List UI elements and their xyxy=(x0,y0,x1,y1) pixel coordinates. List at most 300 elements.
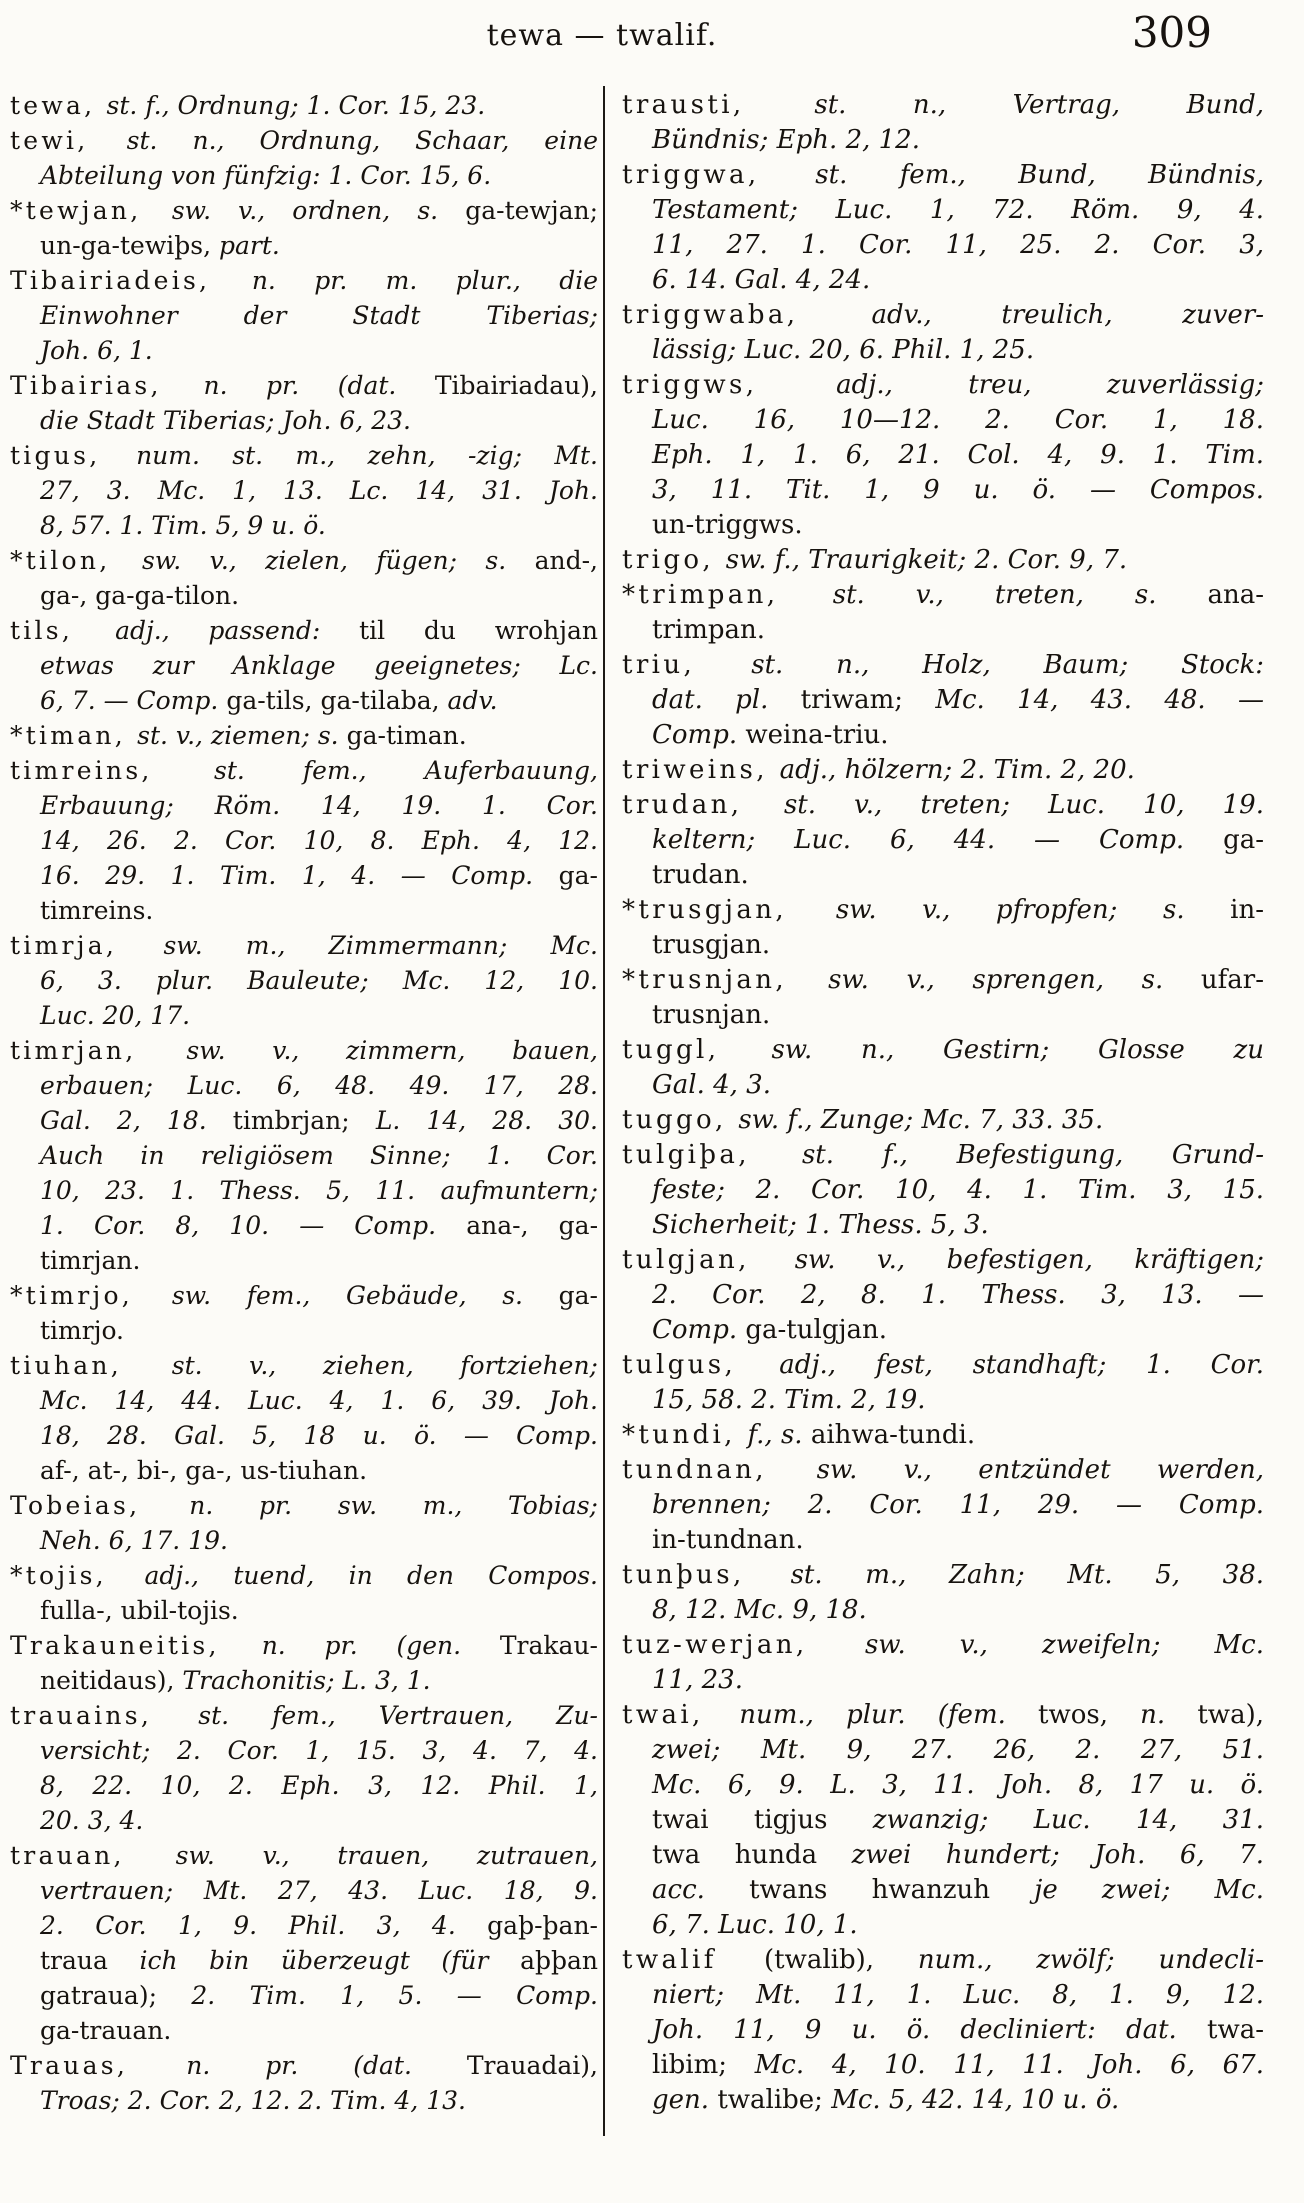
dictionary-entry xyxy=(10,1033,598,1278)
gloss-text: Trachonitis; L. 3, 1. xyxy=(182,1666,431,1695)
gloss-text: 8, 22. 10, 2. Eph. 3, 12. Phil. 1, xyxy=(40,1771,598,1800)
entry-continuation-line xyxy=(10,1418,598,1453)
gothic-text: Tibairiadau), xyxy=(434,371,598,400)
entry-continuation-line xyxy=(10,403,598,438)
gloss-text: st. f., Ordnung; 1. Cor. 15, 23. xyxy=(106,91,486,120)
gloss-text: acc. xyxy=(652,1875,750,1905)
entry-continuation-line xyxy=(10,473,598,508)
gloss-text: Mc. 4, 10. 11, 11. Joh. 6, 67. xyxy=(754,2050,1264,2080)
column-divider xyxy=(603,86,605,2136)
dictionary-entry xyxy=(10,438,598,543)
gloss-text: Einwohner der Stadt Tiberias; xyxy=(40,301,598,330)
dictionary-entry xyxy=(10,1558,598,1628)
running-title: tewa — twalif. xyxy=(486,18,718,53)
entry-first-line xyxy=(622,1453,1264,1488)
entry-continuation-line xyxy=(10,683,598,718)
gothic-text: twans hwanzuh xyxy=(749,1875,1035,1905)
headword: Tibairias, xyxy=(10,371,204,400)
entry-first-line xyxy=(10,1698,598,1733)
gloss-text: sw. f., Traurigkeit; 2. Cor. 9, 7. xyxy=(725,545,1128,575)
gloss-text: 6. 14. Gal. 4, 24. xyxy=(652,265,871,295)
entry-first-line xyxy=(622,578,1264,613)
headword: tewa, xyxy=(10,91,107,120)
gloss-text: n. pr. (dat. xyxy=(186,2051,467,2080)
headword: Trakauneitis, xyxy=(10,1631,262,1660)
headword: *trusgjan, xyxy=(622,895,836,925)
gloss-text: Abteilung von fünfzig: 1. Cor. 15, 6. xyxy=(40,161,492,190)
entry-continuation-line xyxy=(622,228,1264,263)
entry-first-line xyxy=(622,893,1264,928)
dictionary-entry xyxy=(622,1348,1264,1418)
gloss-text: 8, 57. 1. Tim. 5, 9 u. ö. xyxy=(40,511,326,540)
entry-continuation-line xyxy=(10,508,598,543)
entry-continuation-line xyxy=(10,858,598,893)
headword: *tundi, xyxy=(622,1420,748,1450)
entry-continuation-line xyxy=(10,578,598,613)
entry-continuation-line xyxy=(622,2048,1264,2083)
gloss-text: 2. Cor. 1, 9. Phil. 3, 4. xyxy=(40,1911,488,1940)
dictionary-entry xyxy=(10,613,598,718)
entry-first-line xyxy=(10,543,598,578)
gothic-text: triwam; xyxy=(800,685,936,715)
gloss-text: n. pr. (dat. xyxy=(203,371,435,400)
dictionary-entry xyxy=(622,298,1264,368)
dictionary-entry xyxy=(10,1628,598,1698)
headword: triu, xyxy=(622,650,752,680)
entry-first-line xyxy=(10,613,598,648)
entry-continuation-line xyxy=(622,508,1264,543)
gloss-text: feste; 2. Cor. 10, 4. 1. Tim. 3, 15. xyxy=(652,1175,1264,1205)
dictionary-entry xyxy=(10,543,598,613)
gloss-text: Comp. xyxy=(652,1315,746,1345)
headword: tuz-werjan, xyxy=(622,1630,865,1660)
gloss-text: 11, 23. xyxy=(652,1665,743,1695)
entry-continuation-line xyxy=(10,1208,598,1243)
gloss-text: adv. xyxy=(447,686,498,715)
dictionary-entry xyxy=(10,1698,598,1838)
entry-continuation-line xyxy=(10,1138,598,1173)
gloss-text: Mc. 6, 9. L. 3, 11. Joh. 8, 17 u. ö. xyxy=(652,1770,1264,1800)
entry-continuation-line xyxy=(10,823,598,858)
entry-continuation-line xyxy=(10,333,598,368)
gloss-text: f., s. xyxy=(747,1420,811,1450)
gothic-text: twa hunda xyxy=(652,1840,852,1870)
entry-first-line xyxy=(622,1243,1264,1278)
entry-first-line xyxy=(622,298,1264,333)
headword: tulgiþa, xyxy=(622,1140,802,1170)
entry-continuation-line xyxy=(10,1313,598,1348)
gothic-text: ga- xyxy=(558,1281,598,1310)
entry-continuation-line xyxy=(622,1313,1264,1348)
gloss-text: 1. Cor. 8, 10. — Comp. xyxy=(40,1211,467,1240)
headword: Tobeias, xyxy=(10,1491,190,1520)
entry-continuation-line xyxy=(10,1523,598,1558)
headword: twai, xyxy=(622,1700,740,1730)
entry-continuation-line xyxy=(622,263,1264,298)
gothic-text: ufar- xyxy=(1200,965,1265,995)
headword: tundnan, xyxy=(622,1455,817,1485)
dictionary-entry xyxy=(622,368,1264,543)
dictionary-entry xyxy=(622,963,1264,1033)
entry-continuation-line xyxy=(622,123,1264,158)
entry-continuation-line xyxy=(10,998,598,1033)
dictionary-entry xyxy=(622,1558,1264,1628)
gothic-text: Trauadai), xyxy=(466,2051,598,2080)
gloss-text: 8, 12. Mc. 9, 18. xyxy=(652,1595,867,1625)
gothic-text: ga-, ga-ga-tilon. xyxy=(40,581,240,610)
gloss-text: 11, 27. 1. Cor. 11, 25. 2. Cor. 3, xyxy=(652,230,1264,260)
entry-continuation-line xyxy=(622,1733,1264,1768)
gloss-text: vertrauen; Mt. 27, 43. Luc. 18, 9. xyxy=(40,1876,598,1905)
entry-continuation-line xyxy=(10,1873,598,1908)
gothic-text: twalibe; xyxy=(717,2085,832,2115)
gloss-text: st. fem., Bund, Bündnis, xyxy=(815,160,1264,190)
gloss-text: L. 14, 28. 30. xyxy=(375,1106,598,1135)
gloss-text: adj., fest, standhaft; 1. Cor. xyxy=(779,1350,1265,1380)
entry-first-line xyxy=(622,1418,1264,1453)
dictionary-entry xyxy=(10,928,598,1033)
gothic-text: Trakau- xyxy=(499,1631,598,1660)
gloss-text: Mc. 5, 42. 14, 10 u. ö. xyxy=(831,2085,1120,2115)
entry-first-line xyxy=(622,648,1264,683)
gloss-text: 27, 3. Mc. 1, 13. Lc. 14, 31. Joh. xyxy=(40,476,598,505)
gloss-text: Eph. 1, 1. 6, 21. Col. 4, 9. 1. Tim. xyxy=(652,440,1264,470)
entry-continuation-line xyxy=(10,788,598,823)
entry-continuation-line xyxy=(622,1488,1264,1523)
dictionary-entry xyxy=(10,1278,598,1348)
entry-continuation-line xyxy=(622,1908,1264,1943)
entry-continuation-line xyxy=(10,1383,598,1418)
gloss-text: st. v., treten; Luc. 10, 19. xyxy=(783,790,1264,820)
gloss-text: je zwei; Mc. xyxy=(1034,1875,1265,1905)
headword: tils, xyxy=(10,616,116,645)
gloss-text: st. n., Holz, Baum; Stock: xyxy=(751,650,1264,680)
dictionary-entry xyxy=(10,193,598,263)
entry-continuation-line xyxy=(622,1068,1264,1103)
dictionary-entry xyxy=(10,88,598,123)
headword: trausti, xyxy=(622,90,815,120)
gothic-text: twa), xyxy=(1197,1700,1264,1730)
entry-continuation-line xyxy=(10,648,598,683)
entry-first-line xyxy=(10,123,598,158)
headword: tunþus, xyxy=(622,1560,791,1590)
entry-continuation-line xyxy=(622,193,1264,228)
gothic-text: un-ga-tewiþs, xyxy=(40,231,219,260)
dictionary-entry xyxy=(622,158,1264,298)
gothic-text: gaþ-þan- xyxy=(487,1911,598,1940)
headword: *trusnjan, xyxy=(622,965,829,995)
gloss-text: n. xyxy=(1140,1700,1198,1730)
dictionary-entry xyxy=(622,578,1264,648)
gloss-text: versicht; 2. Cor. 1, 15. 3, 4. 7, 4. xyxy=(40,1736,598,1765)
gloss-text: Mc. 14, 43. 48. — xyxy=(935,685,1264,715)
gloss-text: 6, 7. Luc. 10, 1. xyxy=(652,1910,858,1940)
gloss-text: st. fem., Vertrauen, Zu- xyxy=(198,1701,598,1730)
headword: tulgus, xyxy=(622,1350,780,1380)
entry-first-line xyxy=(622,1698,1264,1733)
gothic-text: timrjan. xyxy=(40,1246,141,1275)
dictionary-entry xyxy=(622,1033,1264,1103)
entry-continuation-line xyxy=(10,963,598,998)
headword: triggwa, xyxy=(622,160,816,190)
dictionary-entry xyxy=(10,753,598,928)
dictionary-entry xyxy=(622,788,1264,893)
headword: Tibairiadeis, xyxy=(10,266,252,295)
headword: trauains, xyxy=(10,1701,199,1730)
gloss-text: 14, 26. 2. Cor. 10, 8. Eph. 4, 12. xyxy=(40,826,598,855)
entry-continuation-line xyxy=(622,1173,1264,1208)
entry-continuation-line xyxy=(10,228,598,263)
entry-continuation-line xyxy=(622,1383,1264,1418)
entry-continuation-line xyxy=(10,1768,598,1803)
left-column xyxy=(10,88,598,2118)
entry-first-line xyxy=(10,88,598,123)
dictionary-entry xyxy=(10,718,598,753)
entry-continuation-line xyxy=(622,2083,1264,2118)
headword: triggwaba, xyxy=(622,300,872,330)
headword: trauan, xyxy=(10,1841,176,1870)
dictionary-entry xyxy=(622,1103,1264,1138)
entry-continuation-line xyxy=(622,1873,1264,1908)
entry-continuation-line xyxy=(622,1768,1264,1803)
entry-first-line xyxy=(622,1943,1264,1978)
gothic-text: til du wrohjan xyxy=(359,616,599,645)
gloss-text: sw. v., pfropfen; xyxy=(835,895,1163,925)
dictionary-entry xyxy=(10,1488,598,1558)
dictionary-entry xyxy=(622,1453,1264,1558)
gothic-text: twai tigjus xyxy=(652,1805,873,1835)
gloss-text: 15, 58. 2. Tim. 2, 19. xyxy=(652,1385,926,1415)
gothic-text: neitidaus), xyxy=(40,1666,183,1695)
gloss-text: Mc. 14, 44. Luc. 4, 1. 6, 39. Joh. xyxy=(40,1386,598,1415)
gothic-text: aþþan xyxy=(520,1946,598,1975)
entry-continuation-line xyxy=(10,1943,598,1978)
gloss-text: Bündnis; Eph. 2, 12. xyxy=(652,125,920,155)
gloss-text: num., plur. (fem. xyxy=(739,1700,1039,1730)
gloss-text: zwei hundert; Joh. 6, 7. xyxy=(851,1840,1264,1870)
gothic-text: trusgjan. xyxy=(652,930,771,960)
entry-first-line xyxy=(622,1033,1264,1068)
headword: trudan, xyxy=(622,790,784,820)
headword: triweins, xyxy=(622,755,780,785)
entry-first-line xyxy=(622,1628,1264,1663)
gloss-text: sw. v., trauen, zutrauen, xyxy=(175,1841,598,1870)
gothic-text: af-, at-, bi-, ga-, us-tiuhan. xyxy=(40,1456,368,1485)
entry-first-line xyxy=(10,1348,598,1383)
entry-first-line xyxy=(10,1033,598,1068)
gothic-text: twos, xyxy=(1038,1700,1141,1730)
gloss-text: Neh. 6, 17. 19. xyxy=(40,1526,228,1555)
gloss-text: gen. xyxy=(652,2085,718,2115)
gloss-text: 16. 29. 1. Tim. 1, 4. — Comp. xyxy=(40,861,559,890)
gloss-text: s. xyxy=(1134,580,1208,610)
gloss-text: Joh. 6, 1. xyxy=(40,336,153,365)
gloss-text: sw. v., zweifeln; Mc. xyxy=(864,1630,1264,1660)
entry-first-line xyxy=(622,1138,1264,1173)
page-number: 309 xyxy=(1131,8,1212,57)
gothic-text: weina-triu. xyxy=(745,720,889,750)
entry-first-line xyxy=(622,753,1264,788)
entry-continuation-line xyxy=(10,158,598,193)
gothic-text: ga-tulgjan. xyxy=(745,1315,888,1345)
gloss-text: Luc. 20, 17. xyxy=(40,1001,191,1030)
gloss-text: s. xyxy=(502,1281,559,1310)
gloss-text: 3, 11. Tit. 1, 9 u. ö. — Compos. xyxy=(652,475,1264,505)
gloss-text: num., zwölf; undecli- xyxy=(917,1945,1264,1975)
gloss-text: Troas; 2. Cor. 2, 12. 2. Tim. 4, 13. xyxy=(40,2086,466,2115)
entry-continuation-line xyxy=(10,298,598,333)
entry-first-line xyxy=(10,928,598,963)
headword: timrjan, xyxy=(10,1036,187,1065)
gothic-text: traua xyxy=(40,1946,140,1975)
gloss-text: zwei; Mt. 9, 27. 26, 2. 27, 51. xyxy=(652,1735,1264,1765)
entry-continuation-line xyxy=(10,1908,598,1943)
dictionary-entry xyxy=(10,1348,598,1488)
entry-first-line xyxy=(10,438,598,473)
gothic-text: (twalib), xyxy=(763,1945,918,1975)
gloss-text: st. v., ziemen; s. xyxy=(137,721,347,750)
gothic-text: fulla-, ubil-tojis. xyxy=(40,1596,239,1625)
entry-first-line xyxy=(10,1488,598,1523)
dictionary-entry xyxy=(622,893,1264,963)
headword: tewi, xyxy=(10,126,127,155)
gloss-text: sw. v., befestigen, kräftigen; xyxy=(794,1245,1264,1275)
headword: timrja, xyxy=(10,931,164,960)
entry-continuation-line xyxy=(622,613,1264,648)
gloss-text: st. n., Vertrag, Bund, xyxy=(814,90,1264,120)
gloss-text: s. xyxy=(1141,965,1201,995)
headword: tuggo, xyxy=(622,1105,739,1135)
dictionary-entry xyxy=(10,1838,598,2048)
entry-continuation-line xyxy=(10,1803,598,1838)
gloss-text: s. xyxy=(1162,895,1231,925)
gloss-text: adj., passend: xyxy=(115,616,360,645)
gothic-text: trimpan. xyxy=(652,615,766,645)
gloss-text: die Stadt Tiberias; Joh. 6, 23. xyxy=(40,406,411,435)
gloss-text: sw. v., entzündet werden, xyxy=(816,1455,1264,1485)
gloss-text: niert; Mt. 11, 1. Luc. 8, 1. 9, 12. xyxy=(652,1980,1264,2010)
gothic-text: ga-tils, ga-tilaba, xyxy=(226,686,448,715)
entry-continuation-line xyxy=(622,473,1264,508)
gloss-text: sw. v., ordnen, s. xyxy=(171,196,466,225)
gothic-text: in-tundnan. xyxy=(652,1525,804,1555)
entry-continuation-line xyxy=(622,403,1264,438)
entry-continuation-line xyxy=(622,1278,1264,1313)
entry-continuation-line xyxy=(10,1453,598,1488)
entry-continuation-line xyxy=(622,858,1264,893)
entry-first-line xyxy=(10,263,598,298)
gloss-text: sw. f., Zunge; Mc. 7, 33. 35. xyxy=(738,1105,1104,1135)
gloss-text: sw. v., zielen, fügen; xyxy=(142,546,486,575)
gloss-text: Gal. 4, 3. xyxy=(652,1070,771,1100)
gloss-text: sw. m., Zimmermann; Mc. xyxy=(163,931,598,960)
gothic-text: trusnjan. xyxy=(652,1000,771,1030)
entry-continuation-line xyxy=(10,1068,598,1103)
gloss-text: s. xyxy=(485,546,535,575)
dictionary-entry xyxy=(622,1418,1264,1453)
entry-continuation-line xyxy=(10,2013,598,2048)
gloss-text: keltern; Luc. 6, 44. — Comp. xyxy=(652,825,1224,855)
gloss-text: n. pr. m. plur., die xyxy=(251,266,598,295)
entry-first-line xyxy=(10,718,598,753)
entry-first-line xyxy=(622,1348,1264,1383)
gothic-text: un-triggws. xyxy=(652,510,803,540)
entry-continuation-line xyxy=(10,1663,598,1698)
gothic-text: ga- xyxy=(1223,825,1264,855)
entry-continuation-line xyxy=(622,333,1264,368)
gloss-text: 10, 23. 1. Thess. 5, 11. aufmuntern; xyxy=(40,1176,598,1205)
entry-continuation-line xyxy=(622,1663,1264,1698)
gloss-text: Luc. 16, 10—12. 2. Cor. 1, 18. xyxy=(652,405,1264,435)
entry-continuation-line xyxy=(622,1978,1264,2013)
gloss-text: 2. Cor. 2, 8. 1. Thess. 3, 13. — xyxy=(652,1280,1264,1310)
entry-first-line xyxy=(10,1838,598,1873)
gothic-text: gatraua); xyxy=(40,1981,192,2010)
gloss-text: erbauen; Luc. 6, 48. 49. 17, 28. xyxy=(40,1071,598,1100)
headword: Trauas, xyxy=(10,2051,187,2080)
entry-first-line xyxy=(10,368,598,403)
dictionary-entry xyxy=(622,543,1264,578)
gloss-text: st. v., treten, xyxy=(832,580,1135,610)
gloss-text: Auch in religiösem Sinne; 1. Cor. xyxy=(40,1141,598,1170)
entry-first-line xyxy=(622,788,1264,823)
headword: *timan, xyxy=(10,721,138,750)
gloss-text: sw. v., zimmern, bauen, xyxy=(186,1036,598,1065)
entry-continuation-line xyxy=(10,1733,598,1768)
gloss-text: 6, 7. — Comp. xyxy=(40,686,227,715)
entry-first-line xyxy=(622,1103,1264,1138)
gloss-text: brennen; 2. Cor. 11, 29. — Comp. xyxy=(652,1490,1264,1520)
headword: *tewjan, xyxy=(10,196,172,225)
entry-continuation-line xyxy=(10,1593,598,1628)
headword: *trimpan, xyxy=(622,580,833,610)
entry-continuation-line xyxy=(622,718,1264,753)
gloss-text: sw. fem., Gebäude, xyxy=(171,1281,503,1310)
entry-first-line xyxy=(10,193,598,228)
headword: *timrjo, xyxy=(10,1281,172,1310)
dictionary-entry xyxy=(622,88,1264,158)
entry-continuation-line xyxy=(622,823,1264,858)
gloss-text: st. m., Zahn; Mt. 5, 38. xyxy=(790,1560,1264,1590)
dictionary-entry xyxy=(622,1628,1264,1698)
gloss-text: Erbauung; Röm. 14, 19. 1. Cor. xyxy=(40,791,598,820)
dictionary-entry xyxy=(622,1138,1264,1243)
gloss-text: Comp. xyxy=(652,720,746,750)
entry-first-line xyxy=(622,368,1264,403)
dictionary-entry xyxy=(622,1243,1264,1348)
entry-continuation-line xyxy=(622,1838,1264,1873)
entry-first-line xyxy=(622,963,1264,998)
headword: twalif xyxy=(622,1945,764,1975)
gothic-text: timrjo. xyxy=(40,1316,125,1345)
headword: *tojis, xyxy=(10,1561,145,1590)
entry-first-line xyxy=(10,753,598,788)
gloss-text: Gal. 2, 18. xyxy=(40,1106,233,1135)
gothic-text: ana-, ga- xyxy=(466,1211,599,1240)
gloss-text: Sicherheit; 1. Thess. 5, 3. xyxy=(652,1210,989,1240)
gothic-text: aihwa-tundi. xyxy=(810,1420,976,1450)
gothic-text: timbrjan; xyxy=(232,1106,376,1135)
entry-continuation-line xyxy=(10,1103,598,1138)
gothic-text: ga- xyxy=(558,861,598,890)
headword: tuggl, xyxy=(622,1035,772,1065)
entry-first-line xyxy=(622,1558,1264,1593)
gothic-text: timreins. xyxy=(40,896,154,925)
gloss-text: 2. Tim. 1, 5. — Comp. xyxy=(191,1981,598,2010)
entry-continuation-line xyxy=(622,928,1264,963)
entry-continuation-line xyxy=(622,1803,1264,1838)
gloss-text: 6, 3. plur. Bauleute; Mc. 12, 10. xyxy=(40,966,598,995)
